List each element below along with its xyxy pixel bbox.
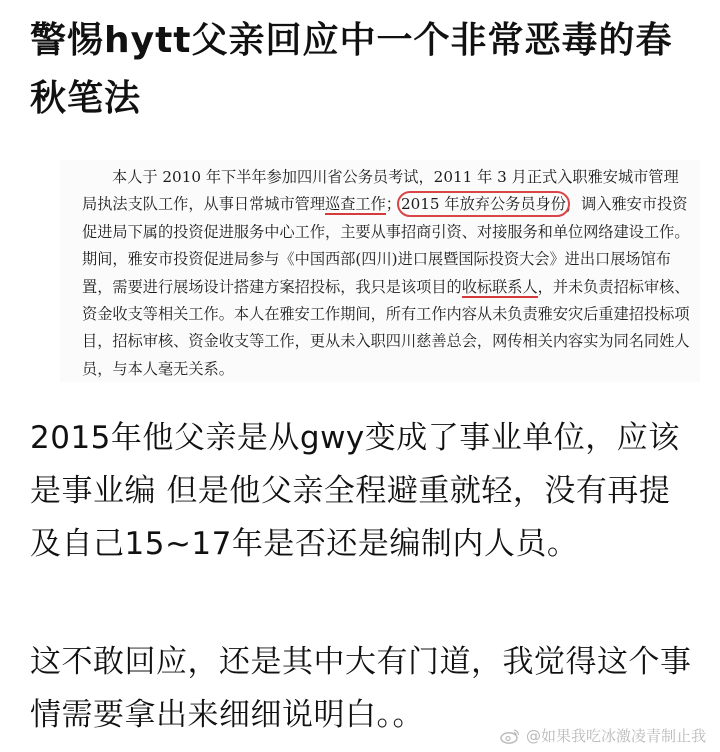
doc-circled-resign: 2015 年放弃公务员身份 xyxy=(400,195,566,214)
document-screenshot xyxy=(60,160,700,382)
doc-underlined-patrol: 巡查工作 xyxy=(325,195,386,214)
doc-underlined-contact: 收标联系人 xyxy=(461,277,538,296)
paragraph-1: 2015年他父亲是从gwy变成了事业单位，应该是事业编 但是他父亲全程避重就轻，没有再提及自己15~17年是否还是编制内人员。 xyxy=(30,420,680,562)
document-text xyxy=(82,164,692,383)
paragraph-2: 这不敢回应，还是其中大有门道，我觉得这个事情需要拿出来细细说明白。。 xyxy=(30,644,692,733)
doc-seg-3: ； xyxy=(385,195,401,214)
doc-seg-5: ，调入雅安市投资促进局下属的投资促进服务中心工作，主要从事招商引资、对接服务和单位网络建设工作。期间，雅安市投资促进局参与《中国西部(四川)进口展暨国际投资大会》进出口展场馆布置，需要进行展场设计搭建方案招投标，我只是该项目的 xyxy=(82,195,690,296)
post-title: 警惕hytt父亲回应中一个非常恶毒的春秋笔法 xyxy=(30,20,673,119)
watermark xyxy=(500,725,706,746)
watermark-handle: @如果我吃冰激凌青制止我 xyxy=(525,727,706,745)
doc-seg-7: ，并未负责招标审核、资金收支等相关工作。本人在雅安工作期间，所有工作内容从未负责雅安灾后重建招投标项目，招标审核、资金收支等工作，更从未入职四川慈善总会，网传相关内容实为同名同姓人员，与本人毫无关系。 xyxy=(82,277,690,378)
doc-seg-1: 本人于 2010 年下半年参加四川省公务员考试，2011 年 3 月正式入职雅安城市管理局执法支队工作，从事日常城市管理 xyxy=(82,168,679,214)
weibo-logo-icon xyxy=(500,728,520,744)
